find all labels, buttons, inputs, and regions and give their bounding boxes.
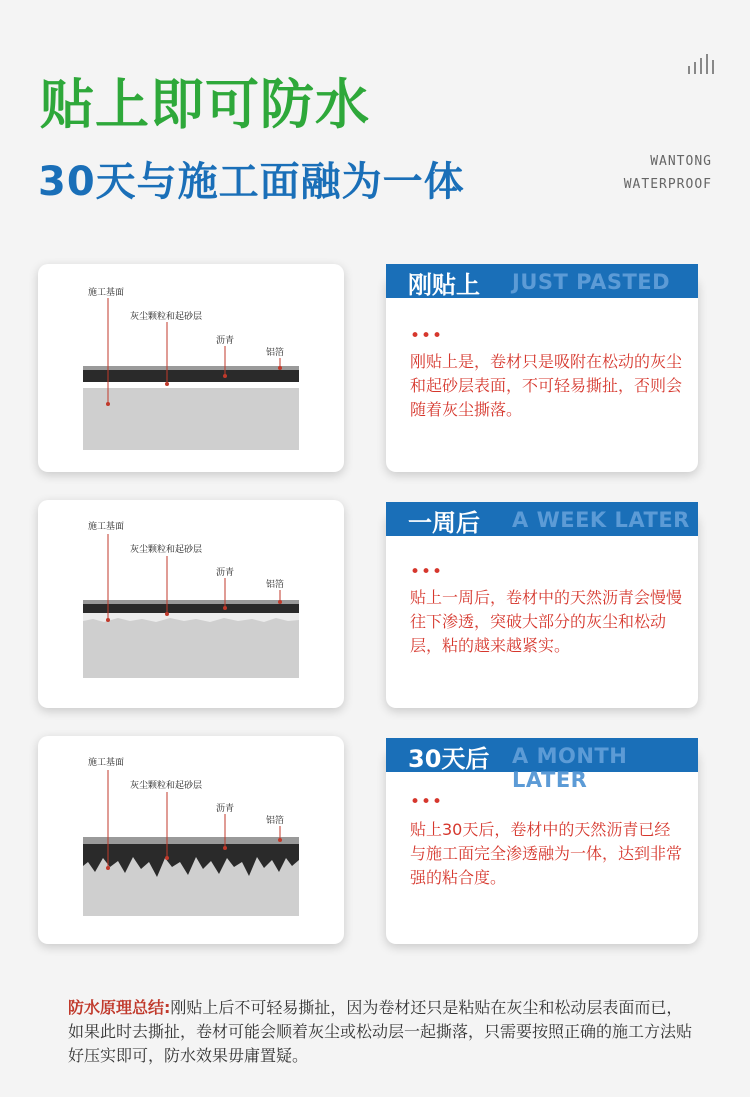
info-card-2 (386, 512, 698, 708)
diagram-card-2 (38, 500, 344, 708)
stage-title-cn: 一周后 (408, 509, 480, 537)
pointer-dot (106, 402, 110, 406)
pointer-dot (165, 382, 169, 386)
pointer-dot (223, 606, 227, 610)
stage-tag-1 (386, 264, 698, 298)
pointer-dot (223, 846, 227, 850)
brand-text (624, 150, 712, 196)
layer-diagram-2 (38, 500, 344, 708)
stage-tag-3 (386, 738, 698, 792)
stage-tag-2 (386, 502, 698, 536)
stage-title-en: A MONTH LATER (512, 744, 628, 792)
page-subtitle: 30天与施工面融为一体 (38, 159, 465, 205)
summary-text: 刚贴上后不可轻易撕扯，因为卷材还只是粘贴在灰尘和松动层表面而已，如果此时去撕扯，卷材可能会顺着灰尘或松动层一起撕落，只需要按照正确的施工方法贴好压实即可，防水效果毋庸置疑。 (68, 998, 693, 1065)
description-3: 贴上30天后，卷材中的天然沥青已经与施工面完全渗透融为一体，达到非常强的粘合度。 (410, 820, 683, 887)
label-foil: 铝箔 (266, 348, 285, 358)
label-dust: 灰尘颗粒和起砂层 (130, 312, 203, 322)
diagram-card-1 (38, 264, 344, 472)
dots-icon: ••• (410, 562, 444, 582)
stage-title-en: A WEEK LATER (512, 508, 690, 532)
diagram-card-3 (38, 736, 344, 944)
label-asphalt: 沥青 (216, 336, 235, 346)
stage-title-cn: 30天后 (408, 745, 490, 773)
label-asphalt: 沥青 (216, 568, 235, 578)
description-2: 贴上一周后，卷材中的天然沥青会慢慢往下渗透，突破大部分的灰尘和松动层，粘的越来越紧实。 (410, 588, 683, 655)
info-card-1 (386, 276, 698, 472)
signal-bars-icon (688, 54, 714, 74)
asphalt-layer (83, 370, 299, 382)
pointer-dot (223, 374, 227, 378)
page-title: 贴上即可防水 (40, 73, 370, 136)
foil-layer (83, 600, 299, 604)
summary-label: 防水原理总结: (68, 998, 171, 1017)
brand-line-2: WATERPROOF (623, 177, 712, 192)
description-1: 刚贴上是，卷材只是吸附在松动的灰尘和起砂层表面，不可轻易撕扯，否则会随着灰尘撕落。 (410, 352, 683, 419)
label-dust: 灰尘颗粒和起砂层 (130, 781, 203, 791)
brand-line-1: WANTONG (650, 154, 712, 169)
label-foil: 铝箔 (266, 580, 285, 590)
pointer-dot (165, 856, 169, 860)
label-base: 施工基面 (88, 522, 125, 532)
label-dust: 灰尘颗粒和起砂层 (130, 545, 203, 555)
pointer-dot (278, 366, 282, 370)
pointer-dot (106, 866, 110, 870)
label-asphalt: 沥青 (216, 804, 235, 814)
label-foil: 铝箔 (266, 816, 285, 826)
summary-paragraph (68, 996, 698, 1068)
pointer-dot (106, 618, 110, 622)
label-base: 施工基面 (88, 758, 125, 768)
label-base: 施工基面 (88, 288, 125, 298)
base-layer (83, 388, 299, 450)
dots-icon: ••• (410, 792, 444, 812)
foil-layer (83, 366, 299, 370)
foil-layer (83, 837, 299, 844)
pointer-dot (165, 612, 169, 616)
dots-icon: ••• (410, 326, 444, 346)
base-layer (83, 612, 299, 678)
pointer-dot (278, 838, 282, 842)
asphalt-layer (83, 604, 299, 613)
stage-title-en: JUST PASTED (512, 270, 671, 294)
stage-title-cn: 刚贴上 (408, 271, 480, 299)
layer-diagram-1 (38, 264, 344, 472)
pointer-dot (278, 600, 282, 604)
layer-diagram-3 (38, 736, 344, 944)
